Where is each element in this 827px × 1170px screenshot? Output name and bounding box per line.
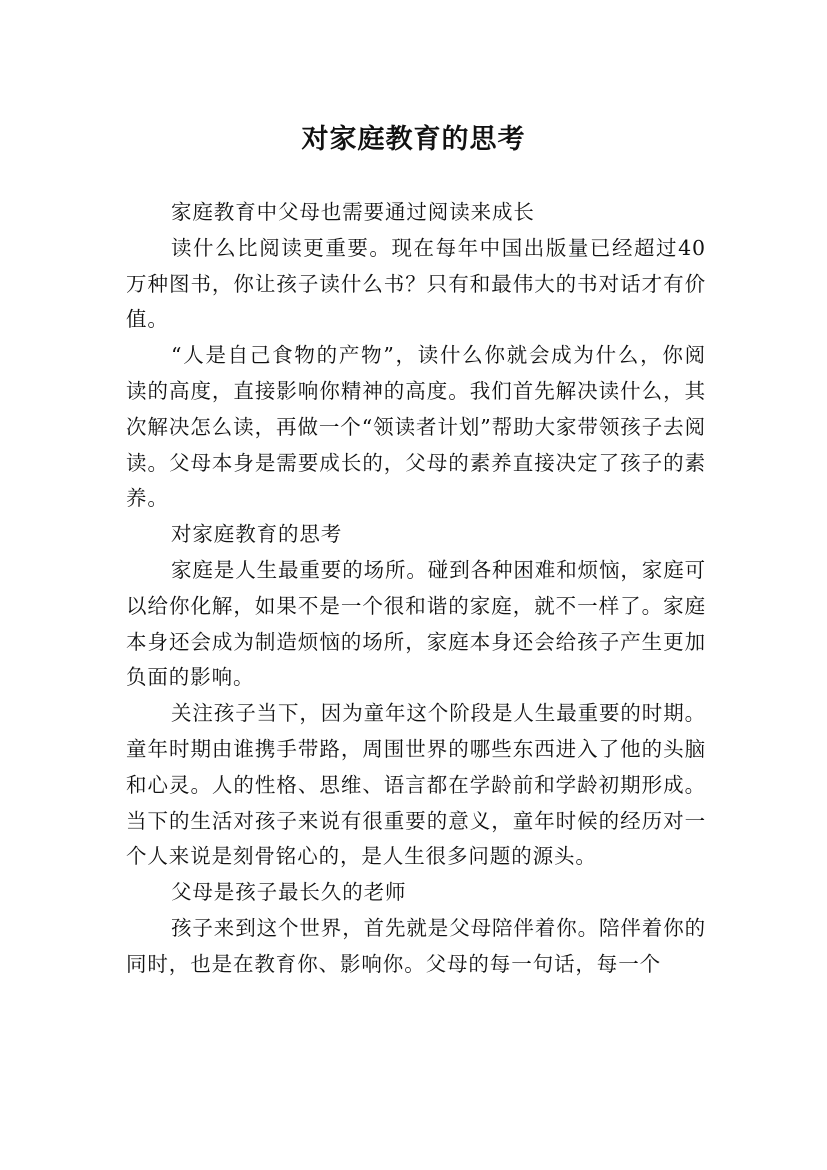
document-title: 对家庭教育的思考 — [301, 124, 526, 156]
paragraph: 读什么比阅读更重要。现在每年中国出版量已经超过40万种图书，你让孩子读什么书？只有和最伟大的书对话才有价值。 — [126, 235, 706, 332]
document-body — [126, 195, 706, 983]
paragraph: 家庭是人生最重要的场所。碰到各种困难和烦恼，家庭可以给你化解，如果不是一个很和谐的家庭，就不一样了。家庭本身还会成为制造烦恼的场所，家庭本身还会给孩子产生更加负面的影响。 — [126, 557, 706, 690]
paragraph: 关注孩子当下，因为童年这个阶段是人生最重要的时期。童年时期由谁携手带路，周围世界的哪些东西进入了他的头脑和心灵。人的性格、思维、语言都在学龄前和学龄初期形成。当下的生活对孩子来说有很重要的意义，童年时候的经历对一个人来说是刻骨铭心的，是人生很多问题的源头。 — [126, 701, 706, 869]
paragraph-heading-thinking: 对家庭教育的思考 — [171, 522, 343, 547]
paragraph-heading-reading: 家庭教育中父母也需要通过阅读来成长 — [171, 200, 535, 224]
paragraph: “人是自己食物的产物”，读什么你就会成为什么，你阅读的高度，直接影响你精神的高度。我们首先解决读什么，其次解决怎么读，再做一个“领读者计划”帮助大家带领孩子去阅读。父母本身是需要成长的，父母的素养直接决定了孩子的素养。 — [126, 343, 706, 511]
paragraph: 孩子来到这个世界，首先就是父母陪伴着你。陪伴着你的同时，也是在教育你、影响你。父母的每一句话，每一个 — [126, 915, 706, 976]
paragraph-heading-parents: 父母是孩子最长久的老师 — [171, 880, 407, 905]
